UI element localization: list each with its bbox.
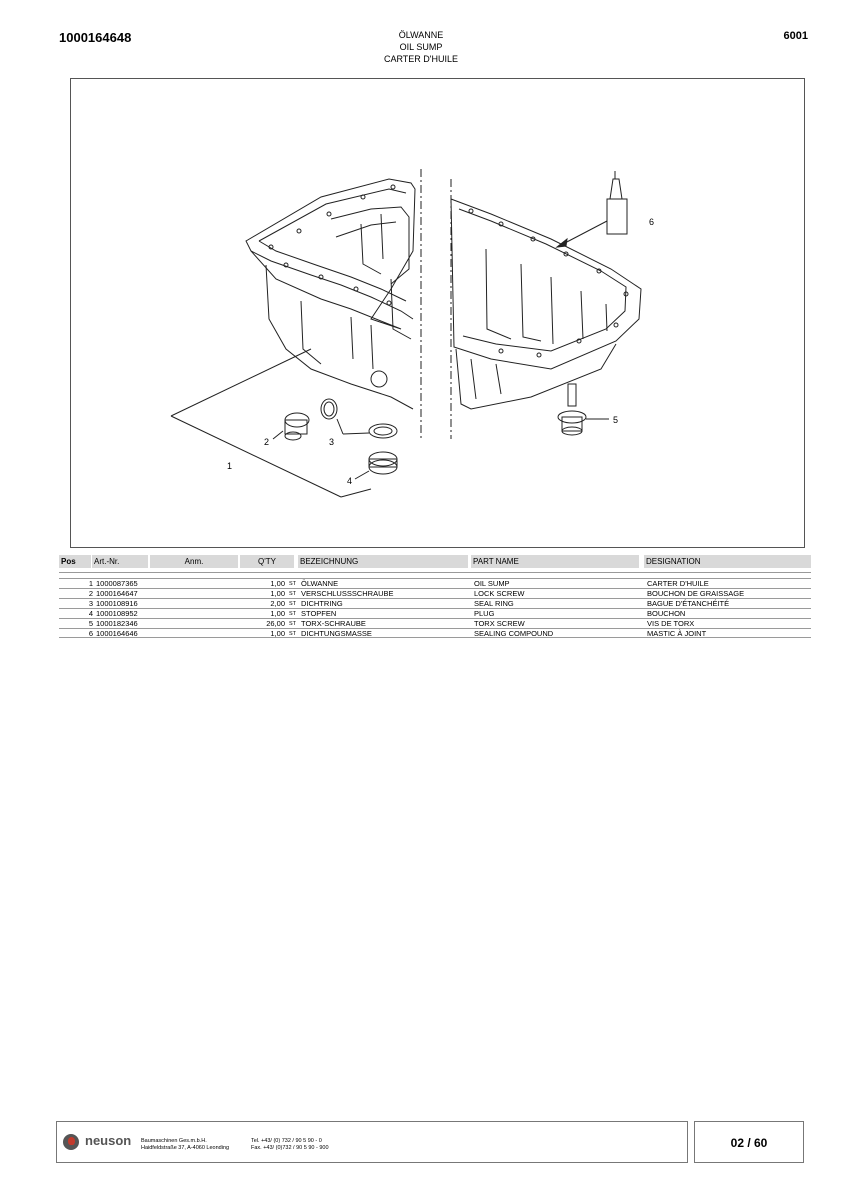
document-part-number: 1000164648	[59, 30, 132, 45]
callout-4: 4	[347, 476, 353, 486]
oil-sump-illustration	[71, 79, 806, 549]
page-code: 6001	[783, 30, 808, 42]
callout-5: 5	[613, 415, 619, 425]
row-german-name: DICHTRING	[301, 599, 343, 608]
sump-left-flange-inner	[259, 189, 406, 241]
header-pos: Pos	[59, 555, 91, 568]
row-quantity: 1,00	[270, 609, 285, 618]
row-pos: 5	[88, 619, 93, 628]
company-name: Baumaschinen Ges.m.b.H.	[141, 1138, 207, 1144]
row-french-name: BOUCHON	[647, 609, 686, 618]
callout-3: 3	[329, 437, 335, 447]
table-row	[59, 608, 811, 618]
parts-table-header	[59, 555, 811, 568]
row-english-name: OIL SUMP	[474, 579, 510, 588]
row-german-name: DICHTUNGSMASSE	[301, 629, 372, 638]
row-english-name: SEALING COMPOUND	[474, 629, 554, 638]
row-article-number: 1000108916	[96, 599, 138, 608]
title-german: ÖLWANNE	[398, 30, 444, 40]
header-english-name: PART NAME	[471, 555, 639, 568]
neuson-logo-icon	[63, 1134, 79, 1150]
lock-screw	[285, 413, 309, 440]
seal-ring-large	[369, 424, 397, 438]
header-article-number: Art.-Nr.	[92, 555, 148, 568]
table-row	[59, 578, 811, 588]
plug	[369, 452, 397, 474]
brand-name: neuson	[85, 1133, 132, 1148]
row-quantity: 26,00	[266, 619, 285, 628]
row-english-name: SEAL RING	[474, 599, 514, 608]
row-french-name: BAGUE D'ÉTANCHÉITÉ	[647, 599, 730, 608]
row-quantity: 1,00	[270, 629, 285, 638]
row-unit: ST	[289, 631, 297, 637]
row-unit: ST	[289, 611, 297, 617]
title-english: OIL SUMP	[399, 42, 443, 52]
row-quantity: 2,00	[270, 599, 285, 608]
row-german-name: STOPFEN	[301, 609, 337, 618]
row-german-name: ÖLWANNE	[301, 579, 339, 588]
torx-screw	[558, 384, 586, 435]
exploded-view-drawing	[70, 78, 805, 548]
row-german-name: TORX-SCHRAUBE	[301, 619, 366, 628]
table-row	[59, 588, 811, 598]
company-contact	[251, 1138, 329, 1152]
flange-holes	[269, 185, 628, 357]
company-street: Haidfeldstraße 37, A-4060 Leonding	[141, 1145, 230, 1151]
row-pos: 3	[88, 599, 93, 608]
table-row	[59, 618, 811, 628]
sump-left-flange	[246, 179, 415, 329]
footer	[56, 1121, 688, 1163]
row-pos: 1	[88, 579, 93, 588]
row-french-name: CARTER D'HUILE	[647, 579, 709, 588]
sealing-compound-tube	[607, 171, 627, 234]
header-french-name: DESIGNATION	[644, 555, 811, 568]
callout-2: 2	[264, 437, 270, 447]
row-article-number: 1000182346	[96, 619, 138, 628]
row-pos: 4	[88, 609, 93, 618]
sump-right-flange	[451, 199, 641, 369]
row-unit: ST	[289, 591, 297, 597]
parts-table-body	[59, 572, 811, 638]
row-french-name: MASTIC À JOINT	[647, 629, 707, 638]
row-french-name: VIS DE TORX	[647, 619, 695, 628]
document-title	[0, 29, 842, 65]
row-pos: 6	[88, 629, 93, 638]
row-unit: ST	[289, 581, 297, 587]
row-english-name: TORX SCREW	[474, 619, 525, 628]
callout-6: 6	[649, 217, 655, 227]
phone-number: Tel. +43/ (0) 732 / 90 5 90 - 0	[251, 1138, 322, 1144]
callout-1: 1	[227, 461, 233, 471]
header-german-name: BEZEICHNUNG	[298, 555, 468, 568]
header-remark: Anm.	[150, 555, 238, 568]
row-article-number: 1000164646	[96, 629, 138, 638]
row-pos: 2	[88, 589, 93, 598]
fax-number: Fax. +43/ (0)732 / 90 5 90 - 900	[251, 1145, 329, 1151]
row-unit: ST	[289, 621, 297, 627]
row-article-number: 1000108952	[96, 609, 138, 618]
row-quantity: 1,00	[270, 579, 285, 588]
company-address	[141, 1138, 229, 1152]
header-quantity: Q'TY	[240, 555, 294, 568]
row-article-number: 1000087365	[96, 579, 138, 588]
row-article-number: 1000164647	[96, 589, 138, 598]
table-row	[59, 628, 811, 638]
row-german-name: VERSCHLUSSSCHRAUBE	[301, 589, 394, 598]
row-english-name: PLUG	[474, 609, 495, 618]
page-number: 02 / 60	[694, 1121, 804, 1163]
sump-right-body	[456, 344, 616, 409]
row-french-name: BOUCHON DE GRAISSAGE	[647, 589, 745, 598]
row-english-name: LOCK SCREW	[474, 589, 525, 598]
row-unit: ST	[289, 601, 297, 607]
table-row	[59, 598, 811, 608]
title-french: CARTER D'HUILE	[383, 54, 459, 64]
row-quantity: 1,00	[270, 589, 285, 598]
